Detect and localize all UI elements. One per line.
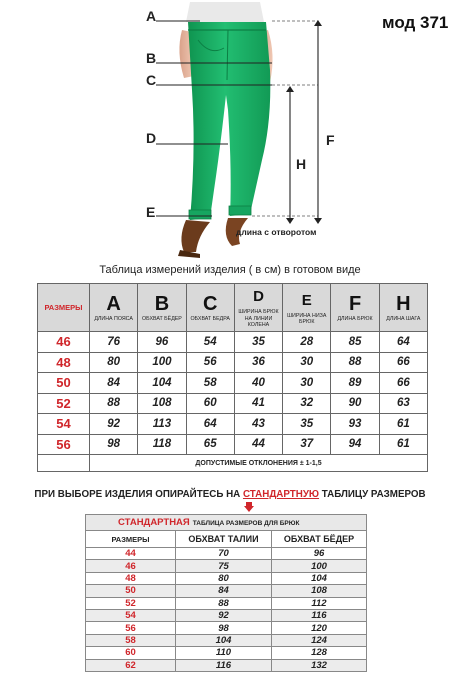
measurement-value: 64 xyxy=(379,332,427,353)
measurement-row xyxy=(38,373,428,394)
std-size-cell: 56 xyxy=(86,622,176,634)
column-b-header: B ОБХВАТ БЁДЕР xyxy=(138,284,186,332)
measurement-table xyxy=(37,283,428,472)
std-size-cell: 62 xyxy=(86,659,176,671)
standard-table-title-row xyxy=(86,515,367,531)
std-sizes-header: РАЗМЕРЫ xyxy=(86,531,176,548)
std-waist-cell: 92 xyxy=(176,609,272,621)
measurement-value: 80 xyxy=(90,352,138,373)
size-cell: 54 xyxy=(38,414,90,435)
measurement-value: 32 xyxy=(283,393,331,414)
column-d-header: D ШИРИНА БРЮК НА ЛИНИИ КОЛЕНА xyxy=(234,284,282,332)
measurement-value: 94 xyxy=(331,434,379,455)
std-size-cell: 44 xyxy=(86,548,176,560)
measurement-value: 113 xyxy=(138,414,186,435)
std-size-cell: 48 xyxy=(86,572,176,584)
dimension-label-c: C xyxy=(146,72,157,88)
measurement-value: 37 xyxy=(283,434,331,455)
std-waist-cell: 110 xyxy=(176,647,272,659)
std-hips-header: ОБХВАТ БЁДЕР xyxy=(272,531,367,548)
size-selection-notice: ПРИ ВЫБОРЕ ИЗДЕЛИЯ ОПИРАЙТЕСЬ НА СТАНДАРТНУЮ ТАБЛИЦУ РАЗМЕРОВ xyxy=(34,489,426,500)
dimension-label-b: B xyxy=(146,50,157,66)
measurement-value: 85 xyxy=(331,332,379,353)
measurement-row xyxy=(38,393,428,414)
std-size-cell: 52 xyxy=(86,597,176,609)
std-hips-cell: 108 xyxy=(272,585,367,597)
standard-size-row xyxy=(86,647,367,659)
standard-size-row xyxy=(86,622,367,634)
measurement-row xyxy=(38,332,428,353)
std-size-cell: 58 xyxy=(86,634,176,646)
tolerance-note: ДОПУСТИМЫЕ ОТКЛОНЕНИЯ ± 1-1,5 xyxy=(90,455,428,472)
measurement-value: 65 xyxy=(186,434,234,455)
measurement-value: 41 xyxy=(234,393,282,414)
size-cell: 56 xyxy=(38,434,90,455)
measurement-caption: Таблица измерений изделия ( в см) в готовом виде xyxy=(99,264,361,276)
measurement-value: 54 xyxy=(186,332,234,353)
std-hips-cell: 124 xyxy=(272,634,367,646)
standard-size-row xyxy=(86,597,367,609)
std-hips-cell: 116 xyxy=(272,609,367,621)
measurement-value: 40 xyxy=(234,373,282,394)
measurement-value: 61 xyxy=(379,414,427,435)
down-arrow-icon xyxy=(244,502,254,512)
measurement-value: 64 xyxy=(186,414,234,435)
measurement-row xyxy=(38,434,428,455)
std-waist-cell: 75 xyxy=(176,560,272,572)
measurement-value: 58 xyxy=(186,373,234,394)
green-pants xyxy=(188,22,270,220)
std-hips-cell: 112 xyxy=(272,597,367,609)
column-h-header: H ДЛИНА ШАГА xyxy=(379,284,427,332)
standard-size-row xyxy=(86,560,367,572)
measurement-value: 56 xyxy=(186,352,234,373)
measurement-value: 30 xyxy=(283,373,331,394)
standard-size-row xyxy=(86,634,367,646)
measurement-value: 88 xyxy=(90,393,138,414)
measurement-value: 89 xyxy=(331,373,379,394)
measurement-value: 104 xyxy=(138,373,186,394)
std-waist-cell: 84 xyxy=(176,585,272,597)
column-e-header: E ШИРИНА НИЗА БРЮК xyxy=(283,284,331,332)
std-waist-cell: 80 xyxy=(176,572,272,584)
standard-size-row xyxy=(86,548,367,560)
measurement-value: 84 xyxy=(90,373,138,394)
std-hips-cell: 104 xyxy=(272,572,367,584)
measurement-value: 98 xyxy=(90,434,138,455)
column-c-header: C ОБХВАТ БЕДРА xyxy=(186,284,234,332)
size-cell: 46 xyxy=(38,332,90,353)
pants-illustration xyxy=(0,0,460,262)
standard-size-table xyxy=(85,514,367,672)
dimension-label-a: A xyxy=(146,8,157,24)
sizes-header: РАЗМЕРЫ xyxy=(38,284,90,332)
standard-size-row xyxy=(86,659,367,671)
std-waist-cell: 70 xyxy=(176,548,272,560)
standard-size-row xyxy=(86,609,367,621)
std-hips-cell: 132 xyxy=(272,659,367,671)
column-f-header: F ДЛИНА БРЮК xyxy=(331,284,379,332)
measurement-value: 108 xyxy=(138,393,186,414)
measurement-value: 66 xyxy=(379,352,427,373)
std-size-cell: 46 xyxy=(86,560,176,572)
measurement-value: 28 xyxy=(283,332,331,353)
measurement-row xyxy=(38,414,428,435)
measurement-value: 100 xyxy=(138,352,186,373)
measurement-row xyxy=(38,352,428,373)
pants-diagram xyxy=(0,0,460,262)
std-waist-cell: 98 xyxy=(176,622,272,634)
std-hips-cell: 128 xyxy=(272,647,367,659)
std-hips-cell: 96 xyxy=(272,548,367,560)
standard-table-header-row xyxy=(86,531,367,548)
measurement-value: 118 xyxy=(138,434,186,455)
measurement-value: 61 xyxy=(379,434,427,455)
measurement-value: 36 xyxy=(234,352,282,373)
cuff-length-note: длина с отворотом xyxy=(236,227,317,237)
measurement-value: 30 xyxy=(283,352,331,373)
measurement-value: 88 xyxy=(331,352,379,373)
std-waist-header: ОБХВАТ ТАЛИИ xyxy=(176,531,272,548)
model-title: мод 371 xyxy=(382,13,449,32)
dimension-label-e: E xyxy=(146,204,156,220)
standard-size-row xyxy=(86,572,367,584)
measurement-value: 93 xyxy=(331,414,379,435)
measurement-value: 96 xyxy=(138,332,186,353)
dimension-label-h: H xyxy=(296,156,307,172)
measurement-value: 92 xyxy=(90,414,138,435)
measurement-value: 44 xyxy=(234,434,282,455)
size-cell: 48 xyxy=(38,352,90,373)
left-sandal xyxy=(181,220,210,252)
std-waist-cell: 88 xyxy=(176,597,272,609)
std-hips-cell: 100 xyxy=(272,560,367,572)
dimension-label-f: F xyxy=(326,132,335,148)
measurement-value: 60 xyxy=(186,393,234,414)
measurement-value: 90 xyxy=(331,393,379,414)
measurement-value: 35 xyxy=(234,332,282,353)
column-a-header: A ДЛИНА ПОЯСА xyxy=(90,284,138,332)
measurement-value: 66 xyxy=(379,373,427,394)
measurement-value: 35 xyxy=(283,414,331,435)
size-cell: 50 xyxy=(38,373,90,394)
tolerance-row xyxy=(38,455,428,472)
size-cell: 52 xyxy=(38,393,90,414)
dimension-label-d: D xyxy=(146,130,157,146)
std-waist-cell: 104 xyxy=(176,634,272,646)
standard-size-row xyxy=(86,585,367,597)
std-hips-cell: 120 xyxy=(272,622,367,634)
measurement-value: 43 xyxy=(234,414,282,435)
std-size-cell: 60 xyxy=(86,647,176,659)
measurement-value: 76 xyxy=(90,332,138,353)
standard-table-title: СТАНДАРТНАЯ ТАБЛИЦА РАЗМЕРОВ ДЛЯ БРЮК xyxy=(86,515,367,531)
measurement-value: 63 xyxy=(379,393,427,414)
std-size-cell: 54 xyxy=(86,609,176,621)
measurement-header-row xyxy=(38,284,428,332)
std-size-cell: 50 xyxy=(86,585,176,597)
std-waist-cell: 116 xyxy=(176,659,272,671)
